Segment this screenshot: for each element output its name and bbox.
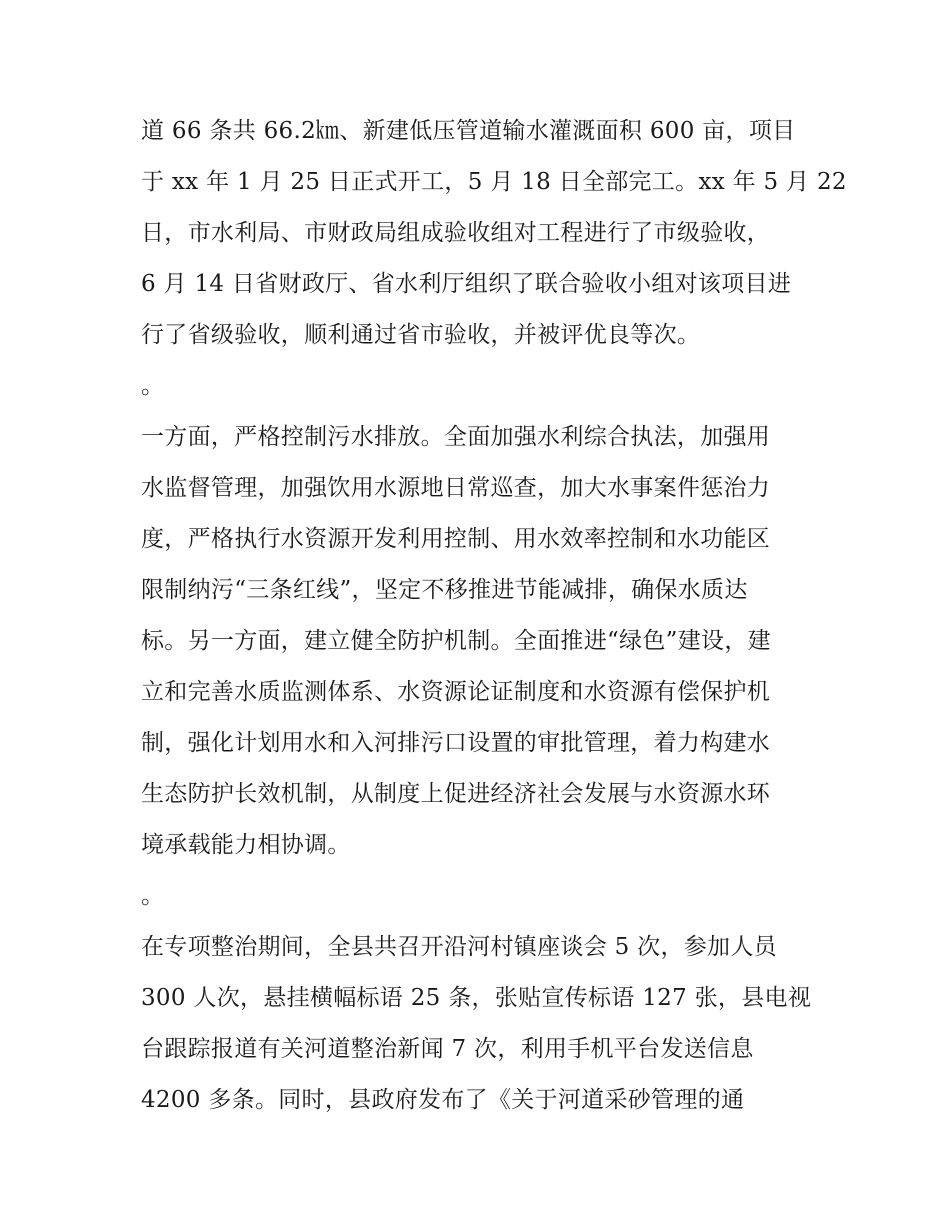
- text-line: 限制纳污“三条红线”，坚定不移推进节能减排，确保水质达: [141, 577, 748, 603]
- text-line: 一方面，严格控制污水排放。全面加强水利综合执法，加强用: [141, 424, 771, 450]
- text-line: 日，市水利局、市财政局组成验收组对工程进行了市级验收，: [141, 220, 771, 246]
- text-line: 生态防护长效机制，从制度上促进经济社会发展与水资源水环: [141, 781, 771, 807]
- text-line: 4200 多条。同时，县政府发布了《关于河道采砂管理的通: [141, 1087, 745, 1113]
- paragraph-project-acceptance: [141, 106, 847, 361]
- text-line: 水监督管理，加强饮用水源地日常巡查，加大水事案件惩治力: [141, 475, 771, 501]
- text-line: 台跟踪报道有关河道整治新闻 7 次，利用手机平台发送信息: [141, 1036, 754, 1062]
- paragraph-pollution-control: [141, 412, 821, 871]
- text-line: 行了省级验收，顺利通过省市验收，并被评优良等次。: [141, 322, 701, 348]
- text-line: 在专项整治期间，全县共召开沿河村镇座谈会 5 次，参加人员: [141, 934, 777, 960]
- document-body: [141, 106, 847, 1126]
- text-line: 道 66 条共 66.2㎞、新建低压管道输水灌溉面积 600 亩，项目: [141, 118, 796, 144]
- paragraph-separator: 。: [141, 373, 164, 399]
- text-line: 于 xx 年 1 月 25 日正式开工，5 月 18 日全部完工。xx 年 5 月 22: [141, 169, 847, 195]
- text-line: 标。另一方面，建立健全防护机制。全面推进“绿色”建设，建: [141, 628, 771, 654]
- text-line: 境承载能力相协调。: [141, 832, 351, 858]
- text-line: 300 人次，悬挂横幅标语 25 条，张贴宣传标语 127 张，县电视: [141, 985, 812, 1011]
- text-line: 制，强化计划用水和入河排污口设置的审批管理，着力构建水: [141, 730, 771, 756]
- text-line: 度，严格执行水资源开发利用控制、用水效率控制和水功能区: [141, 526, 771, 552]
- text-line: 立和完善水质监测体系、水资源论证制度和水资源有偿保护机: [141, 679, 771, 705]
- paragraph-separator: 。: [141, 883, 164, 909]
- paragraph-special-rectification: [141, 922, 821, 1126]
- text-line: 6 月 14 日省财政厅、省水利厅组织了联合验收小组对该项目进: [141, 271, 792, 297]
